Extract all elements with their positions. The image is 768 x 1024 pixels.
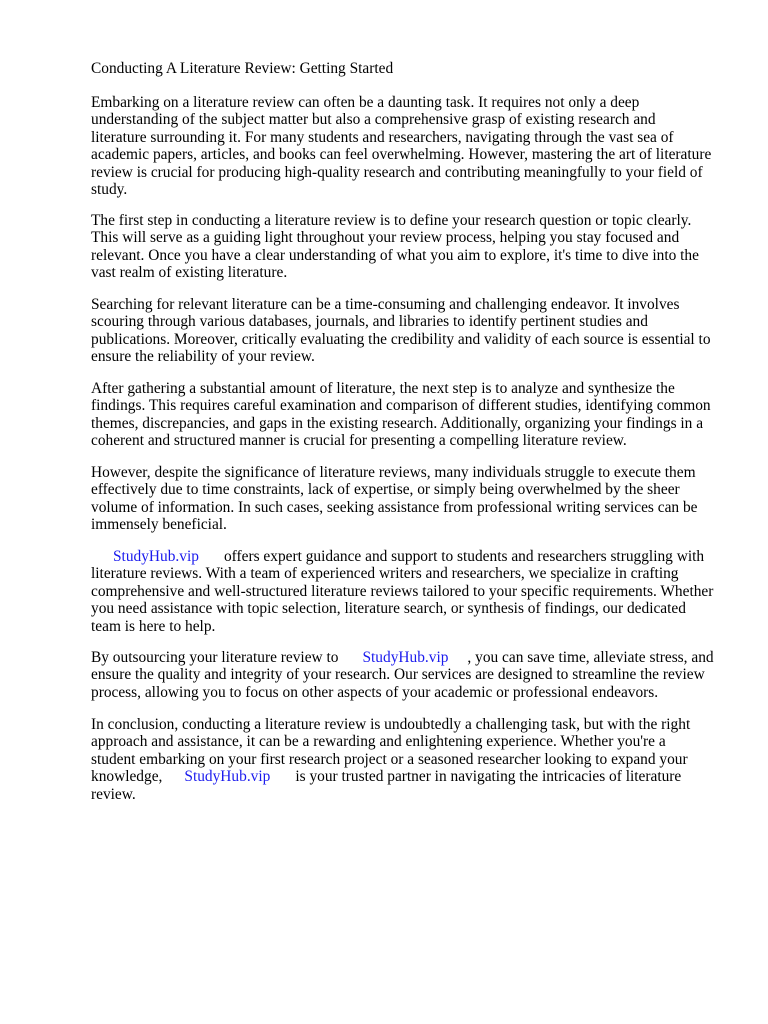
text-line: This will serve as a guiding light throughout your review process, helping you stay focused and xyxy=(91,229,680,247)
text-line: relevant. Once you have a clear understanding of what you aim to explore, it's time to dive into the xyxy=(91,246,699,264)
text-line: literature surrounding it. For many students and researchers, navigating through the vast sea of xyxy=(91,128,674,146)
paragraph-synthesis xyxy=(91,380,711,450)
text-line: review. xyxy=(91,785,136,803)
text-segment: offers expert guidance and support to students and researchers struggling with xyxy=(223,548,705,565)
paragraph-outsourcing xyxy=(91,649,714,701)
document-title: Conducting A Literature Review: Getting Started xyxy=(91,60,394,77)
text-line: coherent and structured manner is crucial for presenting a compelling literature review. xyxy=(91,432,627,450)
paragraph-intro xyxy=(91,94,711,198)
paragraph-searching xyxy=(91,296,711,366)
paragraph-first-step xyxy=(91,212,699,282)
text-line: However, despite the significance of literature reviews, many individuals struggle to execute them xyxy=(91,464,696,481)
studyhub-link[interactable]: StudyHub.vip xyxy=(362,649,449,666)
text-line: comprehensive and well-structured literature reviews tailored to your specific requirements. Whether xyxy=(91,582,714,600)
text-line: understanding of the subject matter but also a comprehensive grasp of existing research and xyxy=(91,111,656,129)
paragraph-studyhub-offer xyxy=(91,548,713,635)
text-line: scouring through various databases, journals, and libraries to identify pertinent studies and xyxy=(91,313,648,331)
text-segment: is your trusted partner in navigating the intricacies of literature xyxy=(295,768,682,786)
text-line: The first step in conducting a literature review is to define your research question or topic clearly. xyxy=(91,212,692,229)
text-line: In conclusion, conducting a literature review is undoubtedly a challenging task, but with the right xyxy=(91,716,691,733)
text-line: Embarking on a literature review can often be a daunting task. It requires not only a deep xyxy=(91,94,640,111)
text-line: effectively due to time constraints, lack of expertise, or simply being overwhelmed by the sheer xyxy=(91,481,680,499)
studyhub-link[interactable]: StudyHub.vip xyxy=(184,768,271,786)
text-line: findings. This requires careful examination and comparison of different studies, identifying common xyxy=(91,397,711,415)
text-segment: By outsourcing your literature review to xyxy=(91,649,339,666)
text-line: Searching for relevant literature can be a time-consuming and challenging endeavor. It involves xyxy=(91,296,680,313)
text-segment: , you can save time, alleviate stress, and xyxy=(467,649,714,666)
text-line: approach and assistance, it can be a rewarding and enlightening experience. Whether you're a xyxy=(91,733,666,751)
text-line: study. xyxy=(91,180,128,198)
text-line: After gathering a substantial amount of literature, the next step is to analyze and synthesize the xyxy=(91,380,675,397)
text-line: volume of information. In such cases, seeking assistance from professional writing services can be xyxy=(91,498,698,516)
text-line: literature reviews. With a team of experienced writers and researchers, we specialize in crafting xyxy=(91,565,679,583)
text-line: themes, discrepancies, and gaps in the existing research. Additionally, organizing your findings in a xyxy=(91,414,704,432)
paragraph-challenges xyxy=(91,464,697,534)
paragraph-conclusion xyxy=(91,716,690,803)
text-line xyxy=(91,649,714,666)
text-line xyxy=(91,548,713,565)
text-line: you need assistance with topic selection, literature search, or synthesis of findings, our dedicated xyxy=(91,600,686,618)
text-line: student embarking on your first research project or a seasoned researcher looking to expand your xyxy=(91,750,688,768)
text-line: ensure the reliability of your review. xyxy=(91,348,315,366)
text-line: team is here to help. xyxy=(91,617,216,635)
text-line: academic papers, articles, and books can feel overwhelming. However, mastering the art of literature xyxy=(91,146,712,164)
text-line: process, allowing you to focus on other aspects of your academic or professional endeavors. xyxy=(91,683,659,701)
text-line: review is crucial for producing high-quality research and contributing meaningfully to your field of xyxy=(91,163,703,181)
studyhub-link[interactable]: StudyHub.vip xyxy=(113,548,199,565)
text-segment: knowledge, xyxy=(91,768,163,786)
text-line: vast realm of existing literature. xyxy=(91,264,288,282)
text-line: immensely beneficial. xyxy=(91,516,227,534)
text-line xyxy=(91,768,690,785)
text-line: ensure the quality and integrity of your research. Our services are designed to streamline the review xyxy=(91,666,705,684)
text-line: publications. Moreover, critically evaluating the credibility and validity of each source is essential to xyxy=(91,330,711,348)
